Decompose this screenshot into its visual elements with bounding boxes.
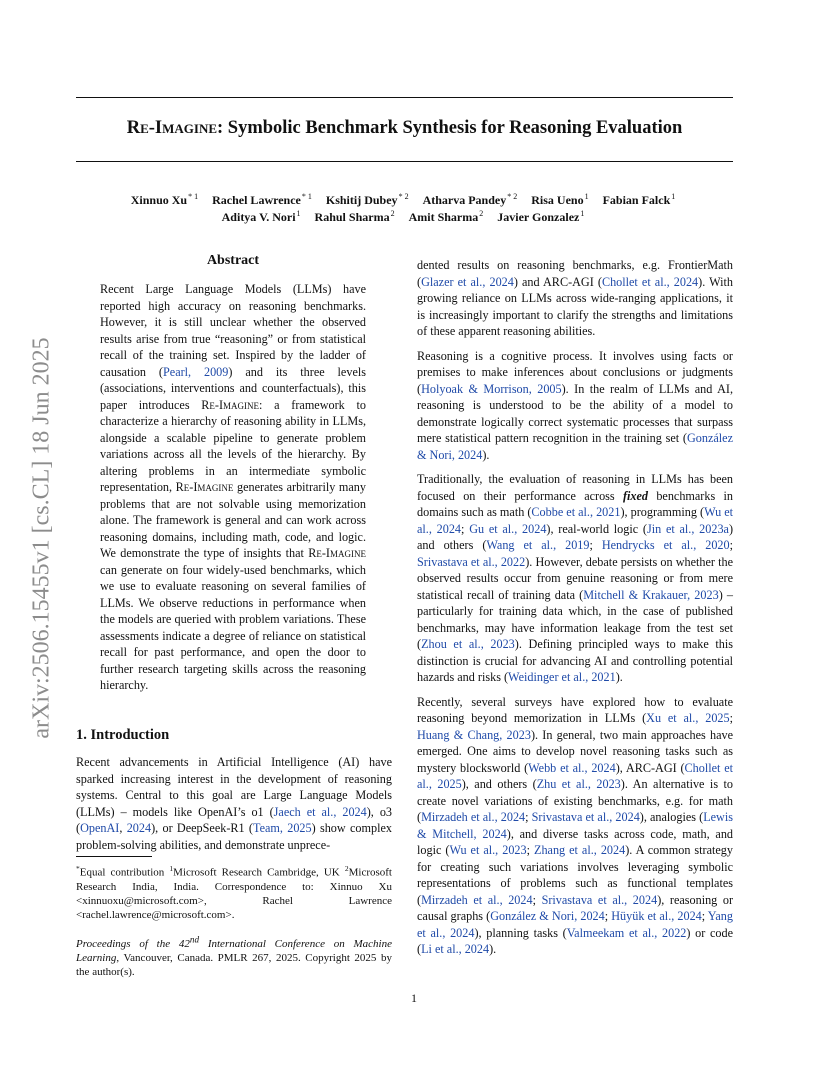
author: Atharva Pandey$^{* 2}$ [422,192,518,207]
citation-link[interactable]: Wu et al., 2023 [449,843,527,857]
citation-link[interactable]: Jin et al., 2023a [646,521,729,536]
citation-link[interactable]: Chollet et al., 2025 [417,760,734,791]
author: Xinnuo Xu$^{* 1}$ [130,192,199,207]
citation-link[interactable]: Mirzadeh et al., 2024 [421,892,533,907]
title-top-rule [76,97,733,98]
paper-title: Re-Imagine: Symbolic Benchmark Synthesis for Reasoning Evaluation [126,118,683,138]
citation-link[interactable]: Gu et al., 2024 [469,521,547,536]
citation-link[interactable]: Mitchell & Krakauer, 2023 [583,587,719,602]
author: Javier Gonzalez$^1$ [497,209,585,224]
citation-link[interactable]: Li et al., 2024 [421,942,490,956]
framework-name: Re-Imagine [175,480,234,494]
citation-link[interactable]: Pearl, 2009 [163,364,229,379]
paragraph: Recently, several surveys have explored how to evaluate reasoning beyond memorization in LLMs (Xu et al., 2025; Huang & Chang, 2023). In general, two main approaches have emerged. One aims to develop novel reasoning tasks such as mystery blocksworld (Webb et al., 2024), ARC-AGI (Chollet et al., 2025), and others (Zhu et al., 2023). An alternative is to create novel variations of existing benchmarks, e.g. for math (Mirzadeh et al., 2024; Srivastava et al., 2024), analogies (Lewis & Mitchell, 2024), and diverse tasks across code, math, and logic (Wu et al., 2023; Zhang et al., 2024). A common strategy for creating such variations involves leveraging symbolic representations of problems such as functional templates (Mirzadeh et al., 2024; Srivastava et al., 2024), reasoning or causal graphs (González & Nori, 2024; Hüyük et al., 2024; Yang et al., 2024), planning tasks (Valmeekam et al., 2022) or code (Li et al., 2024). [417,694,734,956]
abstract-heading: Abstract [206,253,260,268]
abstract-text: Recent Large Language Models (LLMs) have reported high accuracy on reasoning benchmarks. However, it is still unclear whether the observed results arise from true “reasoning” or from statistical recall of the training set. Inspired by the ladder of causation (Pearl, 2009) and its three levels (associations, interventions and counterfactuals), this paper introduces Re-Imagine: a framework to characterize a hierarchy of reasoning ability in LLMs, alongside a scalable pipeline to generate problem variations across all the levels of the hierarchy. By altering problems in an intermediate symbolic representation, Re-Imagine generates arbitrarily many problems that are not solvable using memorization alone. The framework is general and can work across reasoning domains, including math, code, and logic. We demonstrate the type of insights that Re-Imagine can generate on four widely-used benchmarks, which we use to evaluate reasoning on several families of LLMs. We observe reductions in performance when the models are queried with problem variations. These assessments indicate a degree of reliance on statistical recall for past performance, and open the door to further research targeting skills across the reasoning hierarchy. [100,282,366,692]
section-heading-introduction: 1. Introduction [76,727,170,743]
paragraph: Reasoning is a cognitive process. It involves using facts or premises to make inferences about conclusions or judgments (Holyoak & Morrison, 2005). In the realm of LLMs and AI, reasoning is understood to be the ability of a model to demonstrate logically correct systematic processes that surpass mere statistical pattern recognition in the training set (González & Nori, 2024). [417,348,733,462]
footnote-rule [76,856,152,857]
citation-link[interactable]: Wang et al., 2019 [486,538,590,552]
citation-link[interactable]: Hüyük et al., 2024 [611,909,702,923]
citation-link[interactable]: Huang & Chang, 2023 [417,727,531,742]
citation-link[interactable]: Glazer et al., 2024 [421,274,514,289]
citation-link[interactable]: González & Nori, 2024 [417,431,733,462]
author: Rahul Sharma$^2$ [314,209,395,224]
citation-link[interactable]: Hendrycks et al., 2020 [601,538,730,552]
author: Fabian Falck$^1$ [602,192,676,207]
citation-link[interactable]: Chollet et al., 2024 [601,274,699,289]
page-number: 1 [411,991,417,1005]
footnotes: *Equal contribution $^1$Microsoft Research Cambridge, UK $^2$Microsoft Research India, India. Correspondence to: Xinnuo Xu <xinnuoxu@microsoft.com>, Rachel Lawrence <rachel.lawrence@microsoft.com>. [76,864,392,921]
citation-link[interactable]: Lewis & Mitchell, 2024 [417,810,733,841]
paragraph: dented results on reasoning benchmarks, e.g. FrontierMath (Glazer et al., 2024) and ARC-AGI (Chollet et al., 2024). With growing reliance on LLMs across wide-ranging applications, it is increasingly important to clarify the strengths and limitations of these apparent reasoning abilities. [417,258,733,338]
citation-link[interactable]: Webb et al., 2024 [528,760,616,775]
author: Rachel Lawrence$^{* 1}$ [212,192,312,207]
author: Amit Sharma$^2$ [408,209,484,224]
right-column-text [417,257,733,966]
citation-link[interactable]: Yang et al., 2024 [417,909,733,940]
proceedings-note: Proceedings of the 42nd International Conference on Machine Learning, Vancouver, Canada. PMLR 267, 2025. Copyright 2025 by the author(s). [76,934,392,978]
citation-link[interactable]: Wu et al., 2024 [417,505,734,536]
citation-link[interactable]: González & Nori, 2024 [490,909,605,923]
citation-link[interactable]: OpenAI [80,821,120,835]
author: Risa Ueno$^1$ [531,192,589,207]
framework-name: Re-Imagine [308,546,366,560]
citation-link[interactable]: Srivastava et al., 2024 [541,892,658,907]
citation-link[interactable]: Team, 2025 [252,821,312,835]
citation-link[interactable]: Zhu et al., 2023 [536,777,621,791]
citation-link[interactable]: Holyoak & Morrison, 2005 [421,381,562,396]
title-bottom-rule [76,161,733,162]
citation-link[interactable]: Srivastava et al., 2024 [531,810,640,824]
arxiv-identifier[interactable]: arXiv:2506.15455v1 [cs.CL] 18 Jun 2025 [28,337,55,739]
citation-link[interactable]: Valmeekam et al., 2022 [566,925,687,940]
citation-link[interactable]: Cobbe et al., 2021 [531,505,621,519]
introduction-text: Recent advancements in Artificial Intelligence (AI) have sparked increasing interest in the development of reasoning systems. Central to this goal are Large Language Models (LLMs) – models like OpenAI’s o1 (Jaech et al., 2024), o3 (OpenAI, 2024), or DeepSeek-R1 (Team, 2025) show complex problem-solving abilities, and demonstrate unprece- [76,755,393,852]
paragraph: Traditionally, the evaluation of reasoning in LLMs has been focused on their performance across fixed benchmarks in domains such as math (Cobbe et al., 2021), programming (Wu et al., 2024; Gu et al., 2024), real-world logic (Jin et al., 2023a) and others (Wang et al., 2019; Hendrycks et al., 2020; Srivastava et al., 2022). However, debate persists on whether the observed results occur from genuine reasoning or from mere statistical recall of training data (Mitchell & Krakauer, 2023) – particularly for training data which, in the case of published benchmarks, may have information leakage from the test set (Zhou et al., 2023). Defining principled ways to make this distinction is crucial for advancing AI and controlling potential hazards and risks (Weidinger et al., 2021). [417,472,734,684]
framework-name: Re-Imagine [201,397,260,412]
citation-link[interactable]: Mirzadeh et al., 2024 [421,810,526,824]
citation-link[interactable]: Zhou et al., 2023 [421,637,515,651]
authors-line-1 [76,192,733,208]
citation-link[interactable]: 2024 [126,821,152,835]
citation-link[interactable]: Xu et al., 2025 [646,711,730,725]
authors-line-2 [76,209,733,225]
citation-link[interactable]: Srivastava et al., 2022 [417,554,526,569]
author: Kshitij Dubey$^{* 2}$ [325,192,409,207]
citation-link[interactable]: Jaech et al., 2024 [273,804,367,819]
citation-link[interactable]: Weidinger et al., 2021 [508,670,616,684]
author: Aditya V. Nori$^1$ [221,209,301,224]
citation-link[interactable]: Zhang et al., 2024 [534,843,626,857]
